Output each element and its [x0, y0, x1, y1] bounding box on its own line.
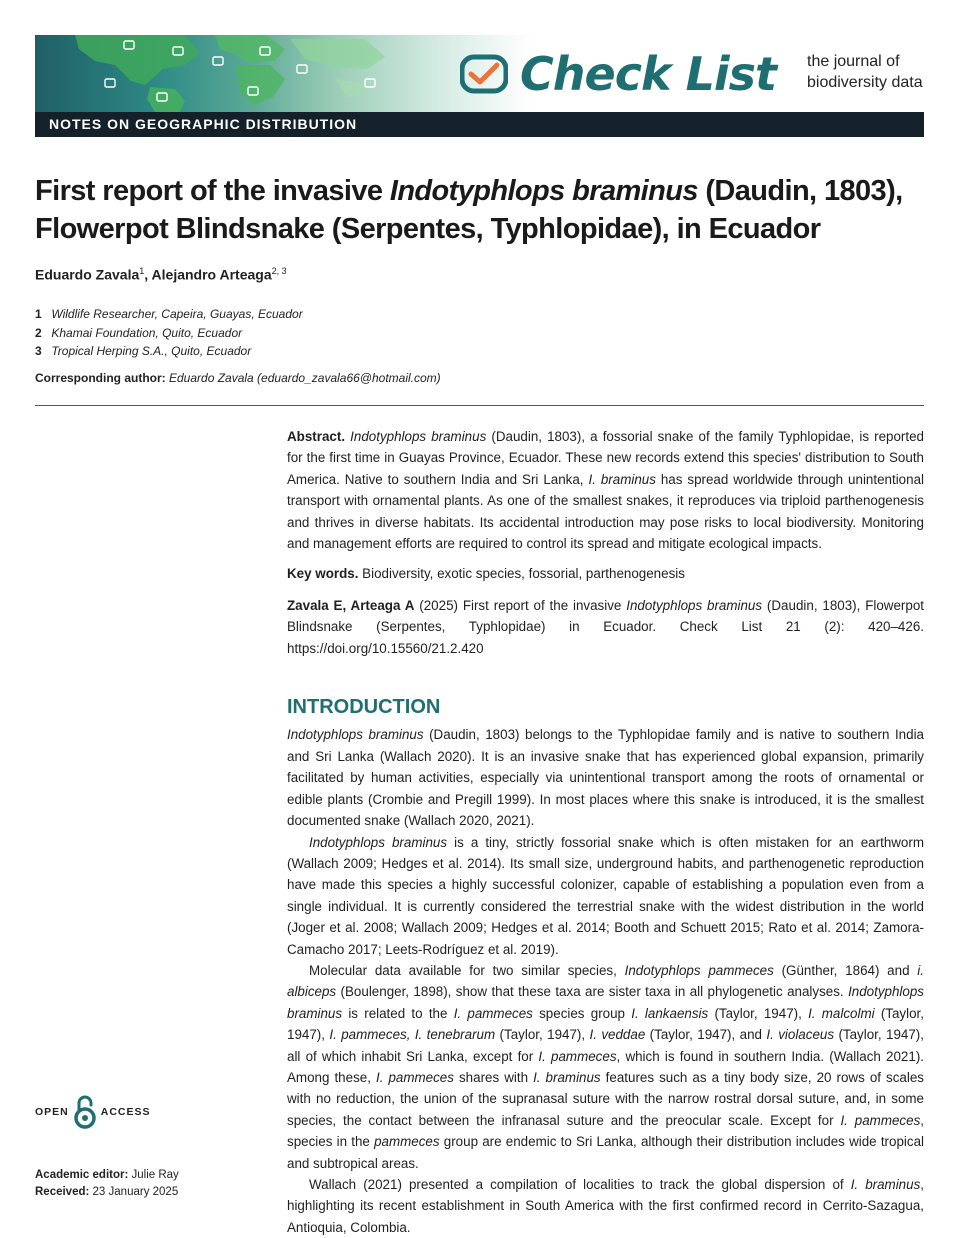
paragraph-text: (Taylor, 1947), — [708, 1005, 809, 1021]
intro-paragraph-2 — [287, 832, 924, 960]
abstract-text: (Daudin, 1803), a fossorial snake of the family Typhlopidae, is reported for the first time in Guayas Province, Ecuador. These new records extend this species' distribution to South America. Native to southern India and Sri Lanka, — [287, 429, 924, 487]
journal-tagline — [807, 51, 923, 93]
academic-editor — [35, 1167, 179, 1184]
keywords — [287, 563, 924, 584]
author-1-name[interactable]: Eduardo Zavala — [35, 266, 140, 283]
species-name: Indotyphlops pammeces — [624, 962, 774, 978]
paragraph-text: (Boulenger, 1898), show that these taxa are sister taxa in all phylogenetic analyses. — [336, 984, 849, 1000]
author-list — [35, 266, 287, 283]
affiliation-text: Wildlife Researcher, Capeira, Guayas, Ecuador — [51, 307, 303, 321]
species-name: I. pammeces — [538, 1048, 617, 1064]
editorial-info — [35, 1167, 179, 1201]
species-name: I. pammeces — [840, 1112, 921, 1128]
paragraph-text: group are endemic to Sri Lanka, although their distribution includes wide tropical and subtropical areas. — [287, 1134, 924, 1171]
affiliation-number: 3 — [35, 344, 42, 358]
author-1-affil: 1 — [139, 266, 145, 276]
affiliation-item — [35, 342, 303, 361]
intro-paragraph-3 — [287, 960, 924, 1174]
affiliation-item — [35, 305, 303, 324]
species-name: I. pammeces — [453, 1005, 533, 1021]
abstract-text-end: has spread worldwide through unintentional transport with ornamental plants. As one of the smallest snakes, it reproduces via triploid parthenogenesis and thrives in diverse habitats. Its accidental introduction may pose risks to local biodiversity. Monitoring and management efforts are required to control its spread and mitigate ecological impacts. — [287, 471, 925, 552]
paragraph-text: , highlighting its recent establishment in South America with the first confirmed record in Cerrito-Sazagua, Antioquia, Colombia. — [287, 1177, 925, 1235]
abstract-species-short: I. braminus — [588, 471, 656, 487]
journal-logo[interactable] — [460, 45, 776, 103]
checkbox-logo-icon — [460, 54, 508, 94]
abstract — [287, 426, 924, 554]
paragraph-text: is a tiny, strictly fossorial snake which is often mistaken for an earthworm (Wallach 2009; Hedges et al. 2014). Its small size, underground habits, and parthenogenetic reproduction have made this species a highly successful colonizer, capable of establishing a population even from a single individual. It is currently considered the terrestrial snake with the widest distribution in the world (Joger et al. 2008; Wallach 2009; Hedges et al. 2014; Booth and Schuett 2015; Rato et al. 2014; Zamora-Camacho 2017; Leets-Rodríguez et al. 2019). — [287, 834, 924, 957]
intro-paragraph-4 — [287, 1174, 924, 1238]
introduction-heading: INTRODUCTION — [287, 696, 441, 719]
introduction-body — [287, 724, 924, 1238]
species-name: Indotyphlops braminus — [287, 727, 424, 743]
corresponding-value[interactable]: Eduardo Zavala (eduardo_zavala66@hotmail.com) — [165, 371, 441, 385]
title-part-2: (Daudin, 1803), Flowerpot Blindsnake (Serpentes, Typhlopidae), in Ecuador — [35, 175, 903, 245]
editor-label: Academic editor: — [35, 1169, 129, 1181]
intro-paragraph-1 — [287, 724, 924, 831]
citation — [287, 595, 924, 659]
species-name: I. braminus — [850, 1177, 921, 1192]
keywords-value: Biodiversity, exotic species, fossorial, parthenogenesis — [358, 566, 685, 582]
title-species: Indotyphlops braminus — [389, 175, 698, 207]
paragraph-text: (Taylor, 1947), and — [645, 1027, 767, 1043]
paragraph-text: (Taylor, 1947), — [287, 1005, 924, 1043]
paragraph-text: (Daudin, 1803) belongs to the Typhlopidae family and is native to southern India and Sri Lanka (Wallach 2020). It is an invasive snake that has experienced global expansion, primarily facilitated by human activities, especially via unintentional transport among the roots of ornamental or edible plants (Crombie and Pregill 1999). In most places where this snake is introduced, it is the smallest documented snake (Wallach 2020, 2021). — [287, 727, 924, 829]
corresponding-label: Corresponding author: — [35, 371, 166, 385]
species-name: I. pammeces, I. tenebrarum — [329, 1027, 496, 1043]
citation-text: (2025) First report of the invasive — [414, 597, 627, 613]
tagline-line-1: the journal of — [807, 53, 900, 70]
species-name: I. veddae — [589, 1027, 646, 1043]
citation-text-end[interactable]: (Daudin, 1803), Flowerpot Blindsnake (Serpentes, Typhlopidae) in Ecuador. Check List 21 (2): 420–426. https://doi.org/10.15560/21.2.420 — [287, 597, 924, 656]
world-map-graphic — [35, 35, 455, 112]
main-column — [287, 426, 924, 1238]
abstract-label: Abstract. — [287, 429, 346, 444]
paragraph-text: Molecular data available for two similar species, — [309, 962, 625, 978]
affiliation-number: 1 — [35, 307, 42, 321]
paragraph-text: is related to the — [342, 1005, 454, 1021]
species-name: pammeces — [374, 1134, 440, 1150]
affiliation-text: Khamai Foundation, Quito, Ecuador — [51, 325, 243, 340]
title-part-1: First report of the invasive — [35, 175, 390, 207]
received-label: Received: — [35, 1186, 90, 1198]
author-2-affil: 2, 3 — [271, 266, 287, 276]
species-name: I. malcolmi — [808, 1005, 875, 1021]
tagline-line-2: biodiversity data — [807, 74, 923, 91]
paragraph-text: , species in the — [287, 1112, 924, 1150]
paragraph-text: species group — [532, 1005, 632, 1021]
article-title — [35, 172, 925, 248]
abstract-species: Indotyphlops braminus — [350, 429, 487, 444]
journal-banner — [35, 35, 924, 112]
received-date — [35, 1184, 179, 1201]
paragraph-text: (Taylor, 1947), all of which inhabit Sri Lanka, except for — [287, 1027, 924, 1064]
open-access-left: OPEN — [35, 1106, 69, 1118]
header-divider — [35, 405, 924, 406]
paragraph-text: (Günther, 1864) and — [773, 962, 918, 978]
paragraph-text: Wallach (2021) presented a compilation of localities to track the global dispersion of — [309, 1177, 851, 1192]
received-value: 23 January 2025 — [89, 1186, 179, 1198]
author-2-name[interactable]: Alejandro Arteaga — [151, 266, 272, 283]
paragraph-text: , which is found in southern India. (Wallach 2021). Among these, — [287, 1048, 925, 1085]
citation-authors: Zavala E, Arteaga A — [287, 597, 415, 613]
section-band — [35, 112, 924, 137]
species-name: I. lankaensis — [631, 1005, 709, 1021]
species-name: I. pammeces — [375, 1069, 454, 1085]
open-access-badge[interactable] — [35, 1094, 151, 1130]
journal-name: Check List — [520, 47, 777, 101]
corresponding-author — [35, 371, 441, 385]
paragraph-text: shares with — [453, 1069, 534, 1085]
species-name: Indotyphlops braminus — [287, 984, 924, 1021]
species-name: i. albiceps — [287, 962, 924, 1000]
species-name: Indotyphlops braminus — [309, 834, 448, 850]
citation-species: Indotyphlops braminus — [626, 597, 763, 613]
open-access-right: ACCESS — [100, 1106, 151, 1118]
author-separator: , — [144, 266, 152, 283]
section-label: NOTES ON GEOGRAPHIC DISTRIBUTION — [49, 116, 358, 132]
affiliation-number: 2 — [35, 325, 42, 340]
paragraph-text: features such as a tiny body size, 20 rows of scales with no reduction, the union of the supranasal suture with the narrow rostral dorsal suture, and, in some species, the contact between the infranasal suture and the preocular scale. Except for — [287, 1069, 924, 1128]
keywords-label: Key words. — [287, 566, 359, 582]
paragraph-text: (Taylor, 1947), — [495, 1027, 590, 1043]
affiliation-list — [35, 305, 303, 361]
affiliation-item — [35, 324, 303, 343]
open-access-lock-icon — [73, 1094, 97, 1130]
editor-value: Julie Ray — [128, 1169, 179, 1181]
species-name: I. braminus — [533, 1069, 601, 1085]
affiliation-text: Tropical Herping S.A., Quito, Ecuador — [51, 344, 252, 358]
species-name: I. violaceus — [766, 1027, 835, 1043]
